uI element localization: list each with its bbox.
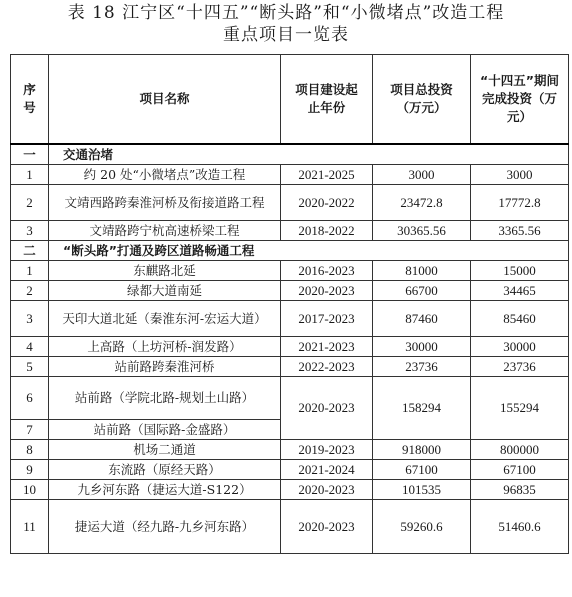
table-row: [11, 337, 569, 357]
cell-name: 站前路（学院北路-规划土山路）: [49, 377, 281, 420]
table-title-line1: 表 18 江宁区“十四五”“断头路”和“小微堵点”改造工程: [67, 3, 505, 23]
cell-total: 66700: [373, 281, 471, 301]
section-row: [11, 144, 569, 165]
cell-plan: 23736: [471, 357, 569, 377]
header-no: 序号: [11, 55, 49, 145]
cell-no: 4: [11, 337, 49, 357]
cell-plan: 15000: [471, 261, 569, 281]
cell-name: 东流路（原经天路）: [49, 460, 281, 480]
cell-total: 87460: [373, 301, 471, 337]
cell-name: 上高路（上坊河桥-润发路）: [49, 337, 281, 357]
header-plan: “十四五”期间完成投资（万元）: [471, 55, 569, 145]
cell-plan: 34465: [471, 281, 569, 301]
table-row: [11, 165, 569, 185]
project-table: [10, 54, 569, 554]
cell-plan: 3000: [471, 165, 569, 185]
cell-name: 文靖西路跨秦淮河桥及衔接道路工程: [49, 185, 281, 221]
cell-no: 7: [11, 420, 49, 440]
cell-total: 918000: [373, 440, 471, 460]
cell-no: 9: [11, 460, 49, 480]
cell-years: 2021-2025: [281, 165, 373, 185]
header-name: 项目名称: [49, 55, 281, 145]
cell-total: 59260.6: [373, 500, 471, 554]
cell-name: 站前路跨秦淮河桥: [49, 357, 281, 377]
cell-plan: 85460: [471, 301, 569, 337]
header-row: [11, 55, 569, 145]
cell-plan: 155294: [471, 377, 569, 440]
table-row: [11, 357, 569, 377]
cell-years: 2022-2023: [281, 357, 373, 377]
header-total: 项目总投资（万元）: [373, 55, 471, 145]
table-row: [11, 301, 569, 337]
cell-name: 东麒路北延: [49, 261, 281, 281]
cell-years: 2020-2023: [281, 480, 373, 500]
cell-name: 绿都大道南延: [49, 281, 281, 301]
cell-years: 2020-2023: [281, 500, 373, 554]
cell-name: 约 20 处“小微堵点”改造工程: [49, 165, 281, 185]
cell-years: 2020-2022: [281, 185, 373, 221]
table-row: [11, 185, 569, 221]
cell-years: 2019-2023: [281, 440, 373, 460]
cell-name: 站前路（国际路-金盛路）: [49, 420, 281, 440]
cell-name: 文靖路跨宁杭高速桥梁工程: [49, 221, 281, 241]
cell-total: 30365.56: [373, 221, 471, 241]
cell-years: 2021-2023: [281, 337, 373, 357]
cell-no: 1: [11, 165, 49, 185]
cell-plan: 3365.56: [471, 221, 569, 241]
cell-no: 11: [11, 500, 49, 554]
cell-name: 机场二通道: [49, 440, 281, 460]
cell-total: 101535: [373, 480, 471, 500]
cell-plan: 800000: [471, 440, 569, 460]
cell-plan: 67100: [471, 460, 569, 480]
cell-name: 天印大道北延（秦淮东河-宏运大道）: [49, 301, 281, 337]
cell-years: 2020-2023: [281, 281, 373, 301]
table-row: [11, 377, 569, 420]
table-row: [11, 261, 569, 281]
table-title-line2: 重点项目一览表: [223, 25, 349, 45]
cell-plan: 51460.6: [471, 500, 569, 554]
section-row: [11, 241, 569, 261]
cell-no: 3: [11, 301, 49, 337]
table-row: [11, 440, 569, 460]
cell-name: 捷运大道（经九路-九乡河东路）: [49, 500, 281, 554]
cell-total: 81000: [373, 261, 471, 281]
table-row: [11, 281, 569, 301]
cell-no: 3: [11, 221, 49, 241]
section-name: 交通治堵: [49, 144, 569, 165]
cell-no: 10: [11, 480, 49, 500]
cell-total: 23736: [373, 357, 471, 377]
cell-name: 九乡河东路（捷运大道-S122）: [49, 480, 281, 500]
cell-no: 5: [11, 357, 49, 377]
cell-years: 2016-2023: [281, 261, 373, 281]
cell-no: 8: [11, 440, 49, 460]
table-row: [11, 500, 569, 554]
cell-years: 2020-2023: [281, 377, 373, 440]
cell-no: 2: [11, 281, 49, 301]
cell-total: 30000: [373, 337, 471, 357]
section-no: 一: [11, 144, 49, 165]
section-name: “断头路”打通及跨区道路畅通工程: [49, 241, 569, 261]
cell-no: 6: [11, 377, 49, 420]
table-row: [11, 480, 569, 500]
cell-total: 67100: [373, 460, 471, 480]
section-no: 二: [11, 241, 49, 261]
cell-total: 23472.8: [373, 185, 471, 221]
cell-no: 1: [11, 261, 49, 281]
cell-no: 2: [11, 185, 49, 221]
header-years: 项目建设起止年份: [281, 55, 373, 145]
table-row: [11, 221, 569, 241]
cell-total: 3000: [373, 165, 471, 185]
cell-years: 2021-2024: [281, 460, 373, 480]
cell-plan: 30000: [471, 337, 569, 357]
cell-years: 2018-2022: [281, 221, 373, 241]
cell-plan: 17772.8: [471, 185, 569, 221]
table-row: [11, 460, 569, 480]
cell-total: 158294: [373, 377, 471, 440]
cell-years: 2017-2023: [281, 301, 373, 337]
cell-plan: 96835: [471, 480, 569, 500]
